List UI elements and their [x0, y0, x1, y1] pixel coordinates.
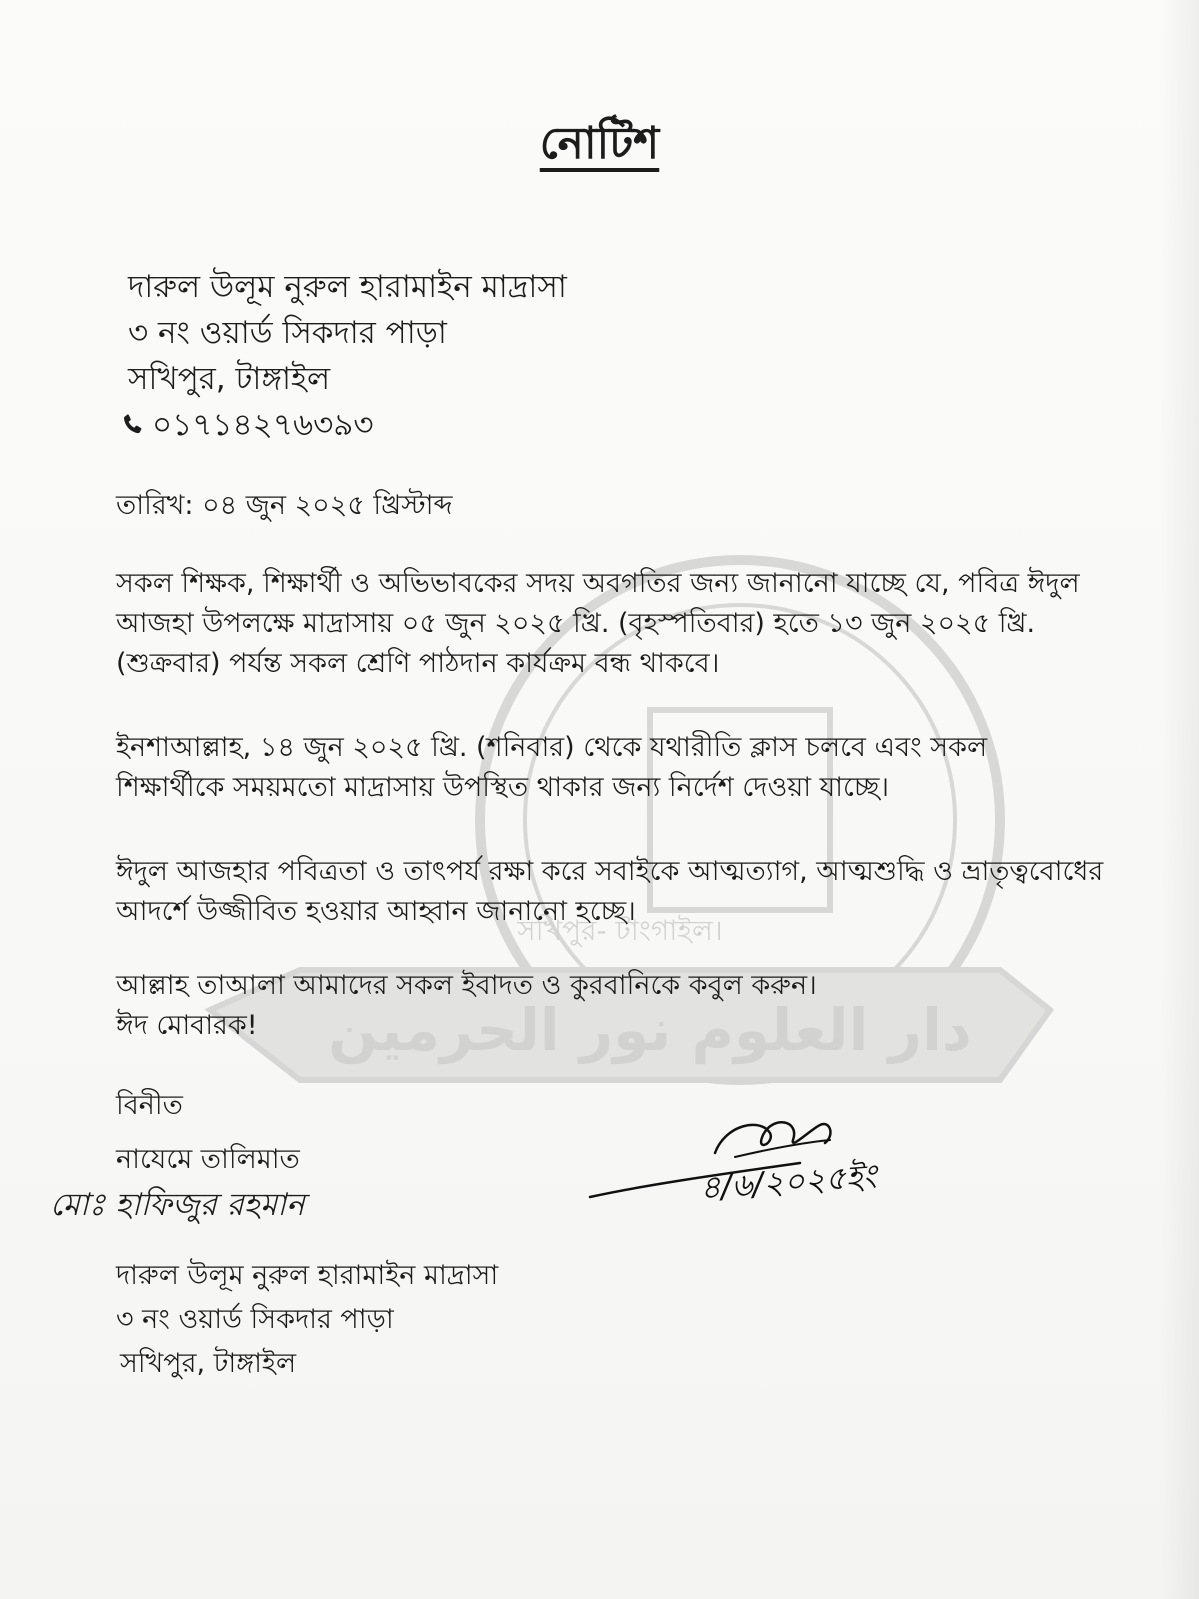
- paragraph1-line2: আজহা উপলক্ষে মাদ্রাসায় ০৫ জুন ২০২৫ খ্রি. (বৃহস্পতিবার) হতে ১৩ জুন ২০২৫ খ্রি.: [116, 608, 1036, 639]
- signoff-name: মোঃ হাফিজুর রহমান: [50, 1187, 305, 1223]
- paragraph1-line3: (শুক্রবার) পর্যন্ত সকল শ্রেণি পাঠদান কার্যক্রম বন্ধ থাকবে।: [116, 648, 720, 679]
- header-address-line2: সখিপুর, টাঙ্গাইল: [128, 361, 331, 397]
- phone-icon: [120, 412, 146, 438]
- header-org-name: দারুল উলূম নুরুল হারামাইন মাদ্রাসা: [128, 269, 567, 305]
- signoff-designation: নাযেমে তালিমাত: [116, 1144, 300, 1175]
- closing-line1: আল্লাহ তাআলা আমাদের সকল ইবাদত ও কুরবানিকে কবুল করুন।: [116, 970, 817, 1001]
- header-address-line1: ৩ নং ওয়ার্ড সিকদার পাড়া: [128, 315, 447, 351]
- notice-title: নোটিশ: [539, 118, 660, 169]
- footer-address-line1: ৩ নং ওয়ার্ড সিকদার পাড়া: [116, 1304, 394, 1335]
- paragraph1-line1: সকল শিক্ষক, শিক্ষার্থী ও অভিভাবকের সদয় অবগতির জন্য জানানো যাচ্ছে যে, পবিত্র ঈদুল: [116, 568, 1080, 599]
- header-phone: [120, 408, 374, 444]
- phone-number: ০১৭১৪২৭৬৩৯৩: [152, 407, 374, 443]
- paper-edge-shadow: [1159, 0, 1199, 1599]
- signature-date: ৪/৬/২০২৫ইং: [698, 1156, 878, 1207]
- date-line: তারিখ: ০৪ জুন ২০২৫ খ্রিস্টাব্দ: [116, 490, 453, 521]
- footer-address-line2: সখিপুর, টাঙ্গাইল: [120, 1348, 297, 1379]
- signoff-regards: বিনীত: [116, 1090, 183, 1121]
- closing-line2: ঈদ মোবারক!: [116, 1010, 258, 1041]
- paragraph2-line1: ইনশাআল্লাহ, ১৪ জুন ২০২৫ খ্রি. (শনিবার) থেকে যথারীতি ক্লাস চলবে এবং সকল: [116, 732, 988, 763]
- paragraph2-line2: শিক্ষার্থীকে সময়মতো মাদ্রাসায় উপস্থিত থাকার জন্য নির্দেশ দেওয়া যাচ্ছে।: [116, 772, 890, 803]
- paragraph3-line1: ঈদুল আজহার পবিত্রতা ও তাৎপর্য রক্ষা করে সবাইকে আত্মত্যাগ, আত্মশুদ্ধি ও ভ্রাতৃত্ববোধের: [116, 856, 1104, 887]
- footer-org-name: দারুল উলূম নুরুল হারামাইন মাদ্রাসা: [116, 1260, 499, 1291]
- paragraph3-line2: আদর্শে উজ্জীবিত হওয়ার আহ্বান জানানো হচ্ছে।: [116, 896, 636, 927]
